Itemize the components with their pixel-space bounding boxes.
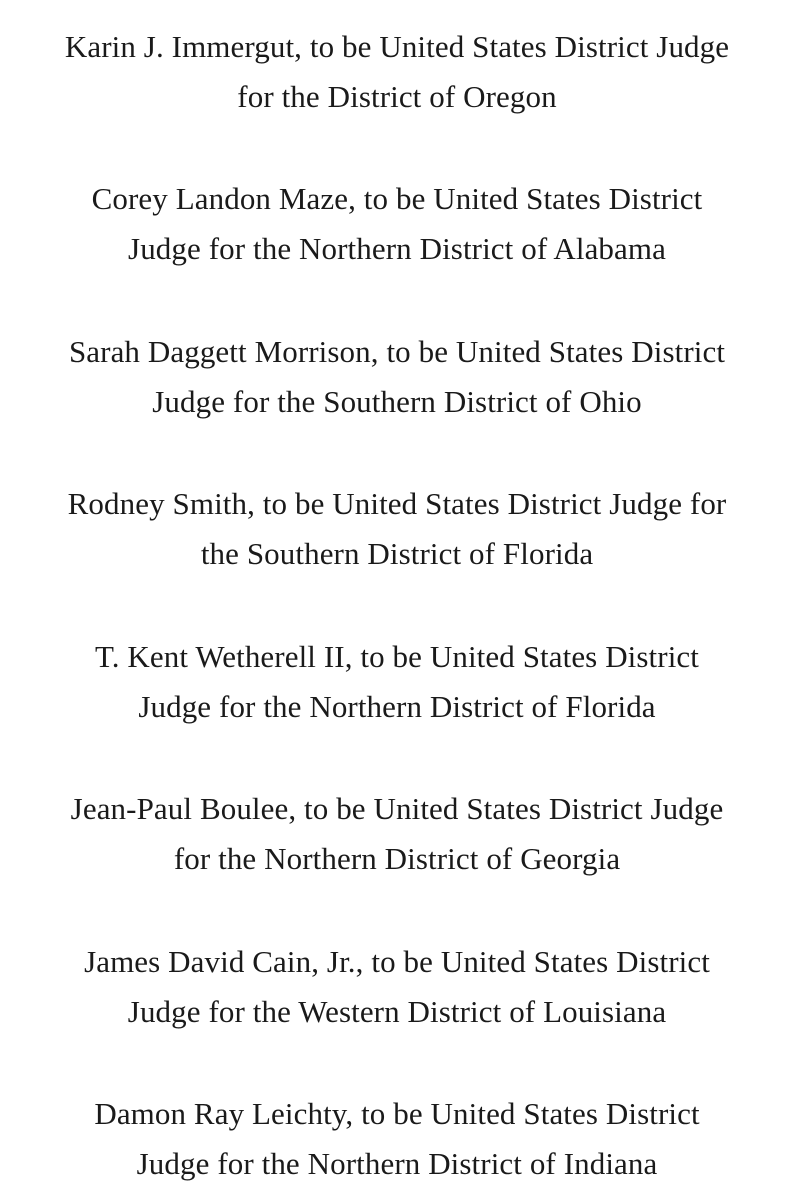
nomination-entry (0, 479, 794, 579)
nomination-line-2: Judge for the Northern District of Indiana (136, 1146, 658, 1181)
nomination-entry (0, 632, 794, 732)
nomination-line-1: Karin J. Immergut, to be United States District Judge (64, 29, 730, 64)
nomination-entry (0, 22, 794, 122)
nomination-line-2: for the District of Oregon (237, 79, 557, 114)
nomination-line-2: Judge for the Southern District of Ohio (152, 384, 642, 419)
nomination-line-1: Rodney Smith, to be United States District Judge for (67, 486, 727, 521)
nomination-line-2: Judge for the Northern District of Alabama (128, 231, 666, 266)
nomination-entry (0, 174, 794, 274)
nomination-entry (0, 937, 794, 1037)
nomination-line-1: Damon Ray Leichty, to be United States District (94, 1096, 700, 1131)
nomination-line-1: T. Kent Wetherell II, to be United States District (95, 639, 699, 674)
nomination-line-2: the Southern District of Florida (200, 536, 594, 571)
nomination-entry (0, 784, 794, 884)
nomination-line-1: Sarah Daggett Morrison, to be United States District (68, 334, 726, 369)
nomination-line-1: Corey Landon Maze, to be United States District (91, 181, 703, 216)
nomination-line-1: James David Cain, Jr., to be United States District (84, 944, 710, 979)
nomination-line-2: Judge for the Western District of Louisiana (127, 994, 667, 1029)
nomination-entry (0, 327, 794, 427)
nomination-line-2: for the Northern District of Georgia (173, 841, 621, 876)
nomination-line-2: Judge for the Northern District of Florida (138, 689, 656, 724)
nomination-entry (0, 1089, 794, 1189)
nomination-line-1: Jean-Paul Boulee, to be United States District Judge (70, 791, 724, 826)
